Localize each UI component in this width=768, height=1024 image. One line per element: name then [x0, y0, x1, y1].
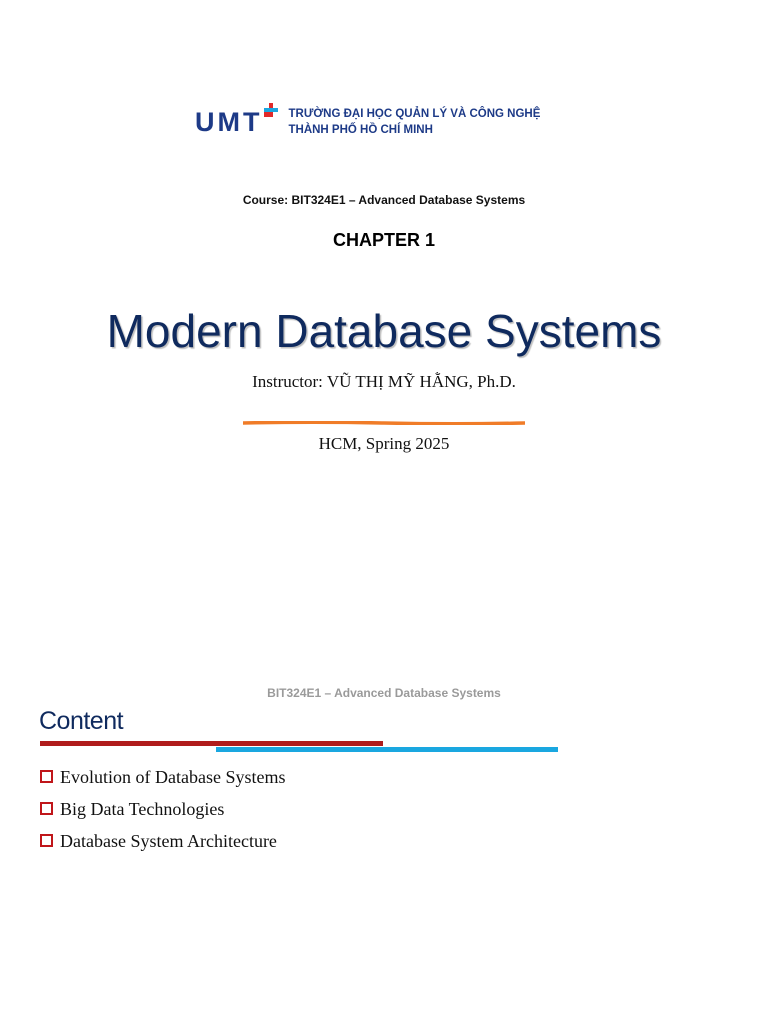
blue-underline	[216, 747, 558, 752]
list-item	[40, 761, 285, 793]
course-label: Course: BIT324E1 – Advanced Database Systems	[242, 193, 526, 207]
list-item	[40, 793, 285, 825]
slide-title: Modern Database Systems	[106, 305, 662, 357]
logo-mark	[195, 106, 280, 137]
checkbox-bullet-icon	[40, 802, 53, 815]
content-slide	[0, 640, 768, 1024]
list-item-text: Database System Architecture	[60, 830, 277, 851]
logo-text-line2: THÀNH PHỐ HỒ CHÍ MINH	[288, 124, 433, 136]
content-title: Content	[39, 707, 124, 735]
orange-divider	[243, 421, 525, 425]
checkbox-bullet-icon	[40, 834, 53, 847]
logo-plus-icon	[262, 103, 280, 131]
red-underline	[40, 741, 383, 746]
date-label: HCM, Spring 2025	[318, 434, 450, 453]
instructor-label: Instructor: VŨ THỊ MỸ HẰNG, Ph.D.	[252, 372, 516, 391]
umt-logo	[195, 102, 540, 142]
content-list	[40, 761, 285, 857]
checkbox-bullet-icon	[40, 770, 53, 783]
list-item-text: Big Data Technologies	[60, 798, 225, 819]
list-item	[40, 825, 285, 857]
logo-text-line1: TRƯỜNG ĐẠI HỌC QUẢN LÝ VÀ CÔNG NGHỆ	[288, 108, 541, 120]
slide-header: BIT324E1 – Advanced Database Systems	[267, 686, 501, 700]
logo-text	[288, 106, 540, 138]
logo-letters: UMT	[195, 106, 263, 137]
list-item-text: Evolution of Database Systems	[60, 766, 286, 787]
chapter-label: CHAPTER 1	[332, 230, 435, 250]
